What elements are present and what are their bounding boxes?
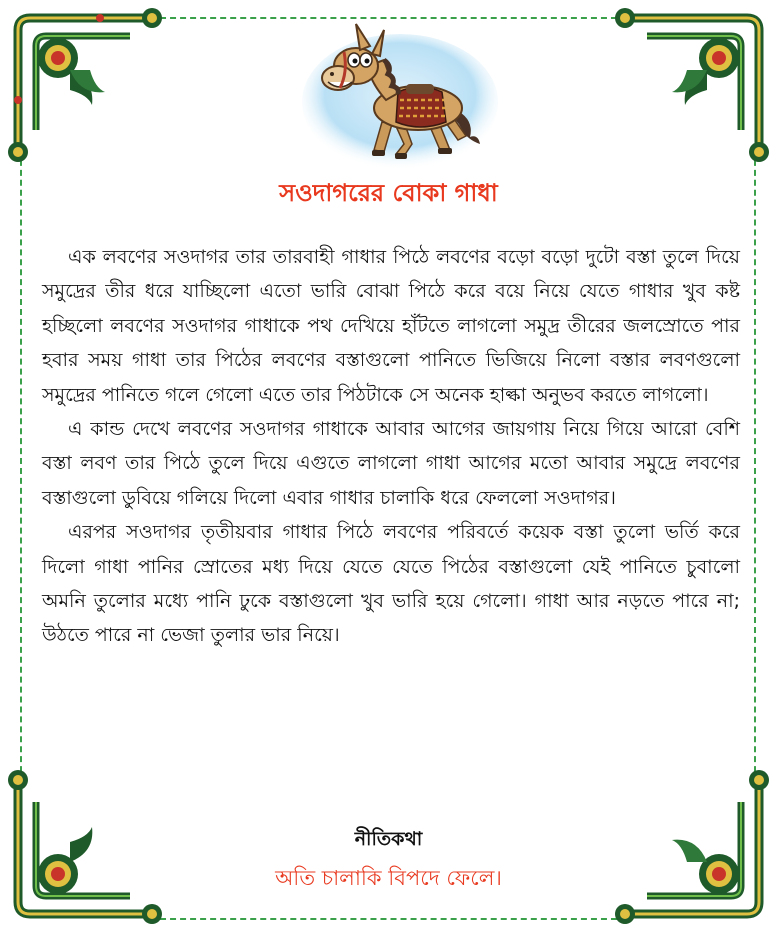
border-top [150, 17, 627, 19]
border-left [20, 150, 22, 782]
story-title: সওদাগরের বোকা গাধা [279, 179, 498, 207]
story-paragraph: এ কান্ড দেখে লবণের সওদাগর গাধাকে আবার আগের জায়গায় নিয়ে গিয়ে আরো বেশি বস্তা লবণ তার পিঠে তুলে দিয়ে এগুতে লাগলো গাধা আগের মতো আবার সমুদ্রে লবণের বস্তাগুলো ডুবিয়ে গলিয়ে দিলো এবার গাধার চালাকি ধরে ফেললো সওদাগর। [42, 418, 740, 509]
moral-heading: নীতিকথা [354, 828, 423, 850]
border-right [754, 150, 756, 782]
story-body [42, 240, 740, 653]
donkey-illustration [300, 22, 500, 172]
moral-text: অতি চালাকি বিপদে ফেলে। [275, 866, 502, 890]
border-bottom [150, 918, 627, 920]
corner-ornament-top-right-icon [607, 0, 777, 170]
story-paragraph: এরপর সওদাগর তৃতীয়বার গাধার পিঠে লবণের পরিবর্তে কয়েক বস্তা তুলো ভর্তি করে দিলো গাধা পানির স্রোতের মধ্য দিয়ে যেতে যেতে পিঠের বস্তাগুলো যেই পানিতে চুবালো অমনি তুলোর মধ্যে পানি ঢুকে বস্তাগুলো খুব ভারি হয়ে গেলো। গাধা আর নড়তে পারে না; উঠতে পারে না ভেজা তুলার ভার নিয়ে। [42, 521, 740, 647]
story-paragraph: এক লবণের সওদাগর তার তারবাহী গাধার পিঠে লবণের বড়ো বড়ো দুটো বস্তা তুলে দিয়ে সমুদ্রের তীর ধরে যাচ্ছিলো এতো ভারি বোঝা পিঠে করে বয়ে নিয়ে যেতে গাধার খুব কষ্ট হচ্ছিলো লবণের সওদাগর গাধাকে পথ দেখিয়ে হাঁটতে লাগলো সমুদ্র তীরের জলস্রোতে পার হবার সময় গাধা তার পিঠের লবণের বস্তাগুলো পানিতে ভিজিয়ে নিলো বস্তার লবণগুলো সমুদ্রের পানিতে গলে গেলো এতে তার পিঠটাকে সে অনেক হাল্কা অনুভব করতে লাগলো। [42, 246, 740, 406]
corner-ornament-top-left-icon [0, 0, 170, 170]
